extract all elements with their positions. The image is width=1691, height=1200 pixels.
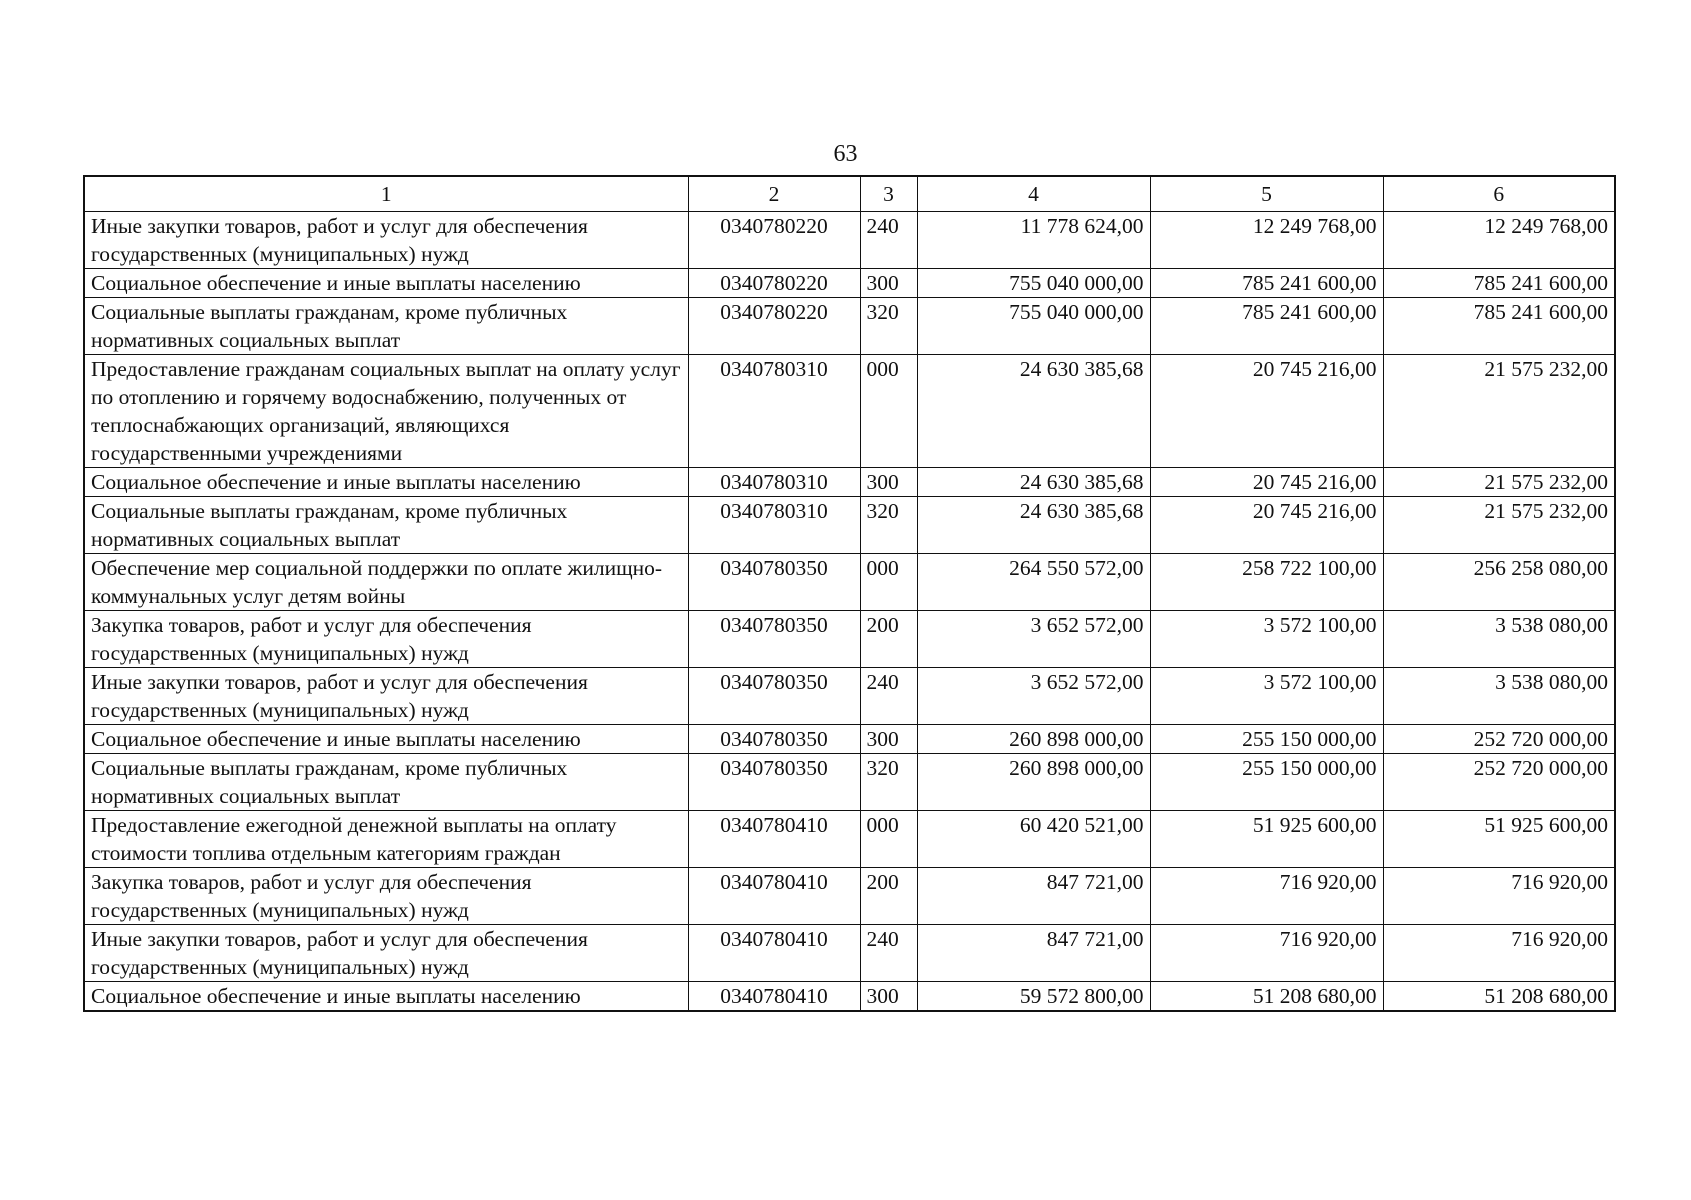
row-name-cell: Социальные выплаты гражданам, кроме публичных нормативных социальных выплат [84, 754, 688, 811]
row-code-cell: 0340780310 [688, 497, 860, 554]
row-amount-col5: 51 208 680,00 [1150, 982, 1383, 1012]
table-row [84, 468, 1615, 497]
row-amount-col4: 264 550 572,00 [917, 554, 1150, 611]
column-header: 1 [84, 176, 688, 212]
column-header: 3 [860, 176, 917, 212]
table-header [84, 176, 1615, 212]
row-code-cell: 0340780350 [688, 611, 860, 668]
budget-table [83, 175, 1616, 1012]
row-amount-col5: 716 920,00 [1150, 925, 1383, 982]
row-amount-col6: 716 920,00 [1383, 868, 1615, 925]
row-amount-col5: 716 920,00 [1150, 868, 1383, 925]
table-row [84, 668, 1615, 725]
row-name-cell: Социальные выплаты гражданам, кроме публичных нормативных социальных выплат [84, 298, 688, 355]
row-code-cell: 0340780350 [688, 554, 860, 611]
page-number: 63 [833, 141, 858, 167]
row-name-cell: Иные закупки товаров, работ и услуг для обеспечения государственных (муниципальных) нужд [84, 668, 688, 725]
row-type-cell: 240 [860, 925, 917, 982]
row-type-cell: 000 [860, 355, 917, 468]
row-amount-col4: 24 630 385,68 [917, 468, 1150, 497]
row-type-cell: 240 [860, 668, 917, 725]
row-amount-col4: 260 898 000,00 [917, 725, 1150, 754]
row-code-cell: 0340780350 [688, 725, 860, 754]
column-header: 4 [917, 176, 1150, 212]
row-amount-col4: 847 721,00 [917, 925, 1150, 982]
row-code-cell: 0340780220 [688, 269, 860, 298]
row-type-cell: 000 [860, 554, 917, 611]
column-header: 5 [1150, 176, 1383, 212]
row-type-cell: 300 [860, 269, 917, 298]
row-type-cell: 320 [860, 754, 917, 811]
row-amount-col4: 3 652 572,00 [917, 611, 1150, 668]
row-amount-col4: 3 652 572,00 [917, 668, 1150, 725]
row-type-cell: 300 [860, 725, 917, 754]
row-type-cell: 200 [860, 868, 917, 925]
row-amount-col5: 258 722 100,00 [1150, 554, 1383, 611]
table-row [84, 754, 1615, 811]
row-type-cell: 300 [860, 468, 917, 497]
row-amount-col6: 51 925 600,00 [1383, 811, 1615, 868]
row-name-cell: Предоставление ежегодной денежной выплаты на оплату стоимости топлива отдельным категориям граждан [84, 811, 688, 868]
row-code-cell: 0340780310 [688, 468, 860, 497]
row-type-cell: 320 [860, 298, 917, 355]
row-amount-col4: 60 420 521,00 [917, 811, 1150, 868]
row-code-cell: 0340780350 [688, 668, 860, 725]
table-row [84, 298, 1615, 355]
table-row [84, 611, 1615, 668]
row-name-cell: Закупка товаров, работ и услуг для обеспечения государственных (муниципальных) нужд [84, 868, 688, 925]
row-code-cell: 0340780410 [688, 868, 860, 925]
row-name-cell: Иные закупки товаров, работ и услуг для обеспечения государственных (муниципальных) нужд [84, 925, 688, 982]
row-amount-col6: 785 241 600,00 [1383, 269, 1615, 298]
row-amount-col4: 755 040 000,00 [917, 269, 1150, 298]
row-amount-col6: 716 920,00 [1383, 925, 1615, 982]
row-amount-col5: 20 745 216,00 [1150, 355, 1383, 468]
table-row [84, 355, 1615, 468]
row-amount-col5: 255 150 000,00 [1150, 725, 1383, 754]
row-code-cell: 0340780220 [688, 298, 860, 355]
row-type-cell: 320 [860, 497, 917, 554]
row-type-cell: 300 [860, 982, 917, 1012]
row-amount-col6: 51 208 680,00 [1383, 982, 1615, 1012]
column-header: 2 [688, 176, 860, 212]
row-type-cell: 200 [860, 611, 917, 668]
row-name-cell: Обеспечение мер социальной поддержки по оплате жилищно-коммунальных услуг детям войны [84, 554, 688, 611]
row-amount-col4: 24 630 385,68 [917, 497, 1150, 554]
row-amount-col5: 12 249 768,00 [1150, 212, 1383, 269]
table-body [84, 212, 1615, 1012]
row-amount-col6: 3 538 080,00 [1383, 668, 1615, 725]
row-amount-col4: 11 778 624,00 [917, 212, 1150, 269]
table-row [84, 497, 1615, 554]
row-amount-col6: 21 575 232,00 [1383, 468, 1615, 497]
row-code-cell: 0340780310 [688, 355, 860, 468]
row-amount-col6: 12 249 768,00 [1383, 212, 1615, 269]
row-amount-col6: 3 538 080,00 [1383, 611, 1615, 668]
table-row [84, 212, 1615, 269]
table-row [84, 725, 1615, 754]
row-name-cell: Социальное обеспечение и иные выплаты населению [84, 982, 688, 1012]
row-amount-col6: 21 575 232,00 [1383, 355, 1615, 468]
row-name-cell: Предоставление гражданам социальных выплат на оплату услуг по отоплению и горячему водоснабжению, полученных от теплоснабжающих организаций, являющихся государственными учреждениями [84, 355, 688, 468]
table-row [84, 811, 1615, 868]
row-amount-col4: 755 040 000,00 [917, 298, 1150, 355]
row-name-cell: Социальные выплаты гражданам, кроме публичных нормативных социальных выплат [84, 497, 688, 554]
table-row [84, 554, 1615, 611]
row-amount-col5: 255 150 000,00 [1150, 754, 1383, 811]
row-amount-col5: 3 572 100,00 [1150, 668, 1383, 725]
row-code-cell: 0340780410 [688, 811, 860, 868]
column-header: 6 [1383, 176, 1615, 212]
row-amount-col5: 785 241 600,00 [1150, 269, 1383, 298]
row-name-cell: Социальное обеспечение и иные выплаты населению [84, 468, 688, 497]
row-amount-col5: 51 925 600,00 [1150, 811, 1383, 868]
header-row [84, 176, 1615, 212]
row-code-cell: 0340780410 [688, 925, 860, 982]
row-type-cell: 240 [860, 212, 917, 269]
row-amount-col5: 3 572 100,00 [1150, 611, 1383, 668]
table-row [84, 269, 1615, 298]
row-amount-col6: 252 720 000,00 [1383, 725, 1615, 754]
row-name-cell: Социальное обеспечение и иные выплаты населению [84, 269, 688, 298]
row-amount-col4: 847 721,00 [917, 868, 1150, 925]
row-code-cell: 0340780220 [688, 212, 860, 269]
row-amount-col6: 785 241 600,00 [1383, 298, 1615, 355]
row-name-cell: Закупка товаров, работ и услуг для обеспечения государственных (муниципальных) нужд [84, 611, 688, 668]
row-amount-col6: 21 575 232,00 [1383, 497, 1615, 554]
row-amount-col5: 785 241 600,00 [1150, 298, 1383, 355]
row-name-cell: Иные закупки товаров, работ и услуг для обеспечения государственных (муниципальных) нужд [84, 212, 688, 269]
row-code-cell: 0340780410 [688, 982, 860, 1012]
row-amount-col6: 256 258 080,00 [1383, 554, 1615, 611]
row-amount-col4: 59 572 800,00 [917, 982, 1150, 1012]
row-amount-col5: 20 745 216,00 [1150, 468, 1383, 497]
row-amount-col4: 260 898 000,00 [917, 754, 1150, 811]
row-code-cell: 0340780350 [688, 754, 860, 811]
table-row [84, 982, 1615, 1012]
row-amount-col5: 20 745 216,00 [1150, 497, 1383, 554]
row-amount-col6: 252 720 000,00 [1383, 754, 1615, 811]
row-type-cell: 000 [860, 811, 917, 868]
table-row [84, 868, 1615, 925]
table-row [84, 925, 1615, 982]
row-amount-col4: 24 630 385,68 [917, 355, 1150, 468]
row-name-cell: Социальное обеспечение и иные выплаты населению [84, 725, 688, 754]
